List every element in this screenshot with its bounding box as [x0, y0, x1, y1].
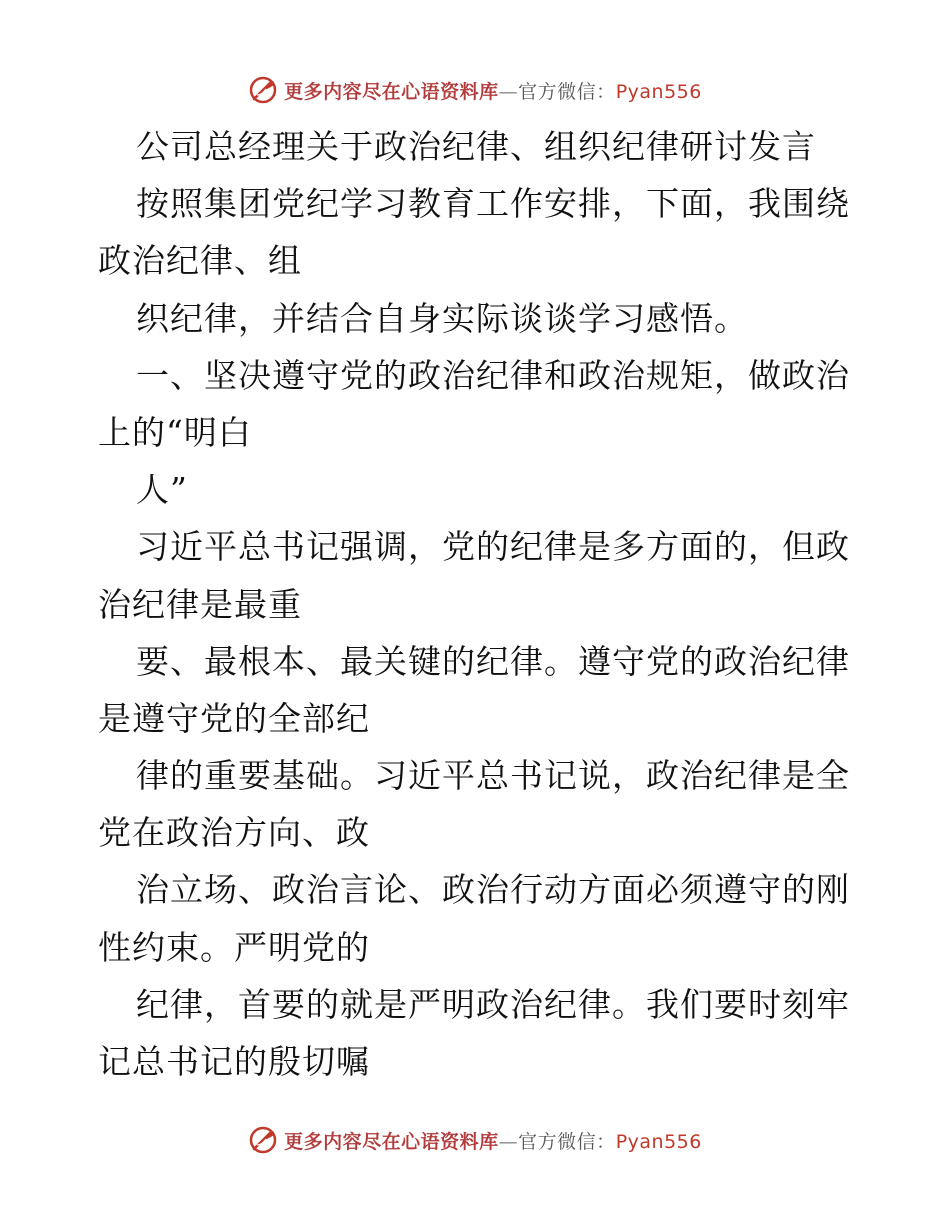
section-heading-line: 上的“明白	[98, 412, 252, 452]
footer-banner	[0, 1120, 950, 1160]
banner-separator: —	[498, 80, 519, 103]
paragraph-line: 性约束。严明党的	[98, 927, 370, 967]
paragraph-line: 纪律，首要的就是严明政治纪律。我们要时刻牢	[136, 984, 850, 1024]
paragraph-line: 律的重要基础。习近平总书记说，政治纪律是全	[136, 756, 850, 796]
paragraph-line: 治纪律是最重	[98, 584, 302, 624]
banner-separator: —	[498, 1130, 519, 1153]
paragraph-line: 党在政治方向、政	[98, 813, 370, 853]
document-body	[98, 118, 858, 1090]
header-banner-text	[284, 77, 702, 104]
banner-slogan: 更多内容尽在心语资料库	[284, 1130, 499, 1153]
banner-slogan: 更多内容尽在心语资料库	[284, 80, 499, 103]
feather-logo-icon	[248, 75, 278, 105]
paragraph-line: 治立场、政治言论、政治行动方面必须遵守的刚	[136, 870, 850, 910]
wechat-id: Pyan556	[615, 80, 702, 103]
footer-banner-text	[284, 1127, 702, 1154]
section-heading-line: 人”	[136, 470, 188, 510]
feather-logo-icon	[248, 1125, 278, 1155]
wechat-label: 官方微信：	[518, 1130, 616, 1153]
paragraph-line: 要、最根本、最关键的纪律。遵守党的政治纪律	[136, 641, 850, 681]
paragraph-line: 按照集团党纪学习教育工作安排，下面，我围绕	[136, 184, 850, 224]
section-heading-line: 一、坚决遵守党的政治纪律和政治规矩，做政治	[136, 355, 850, 395]
document-title: 公司总经理关于政治纪律、组织纪律研讨发言	[136, 127, 816, 166]
paragraph-line: 是遵守党的全部纪	[98, 698, 370, 738]
paragraph-line: 织纪律，并结合自身实际谈谈学习感悟。	[136, 298, 748, 338]
paragraph-line: 记总书记的殷切嘱	[98, 1042, 370, 1081]
wechat-id: Pyan556	[615, 1130, 702, 1153]
wechat-label: 官方微信：	[518, 80, 616, 103]
paragraph-line: 习近平总书记强调，党的纪律是多方面的，但政	[136, 527, 850, 567]
paragraph-line: 政治纪律、组	[98, 241, 302, 281]
header-banner	[0, 70, 950, 110]
